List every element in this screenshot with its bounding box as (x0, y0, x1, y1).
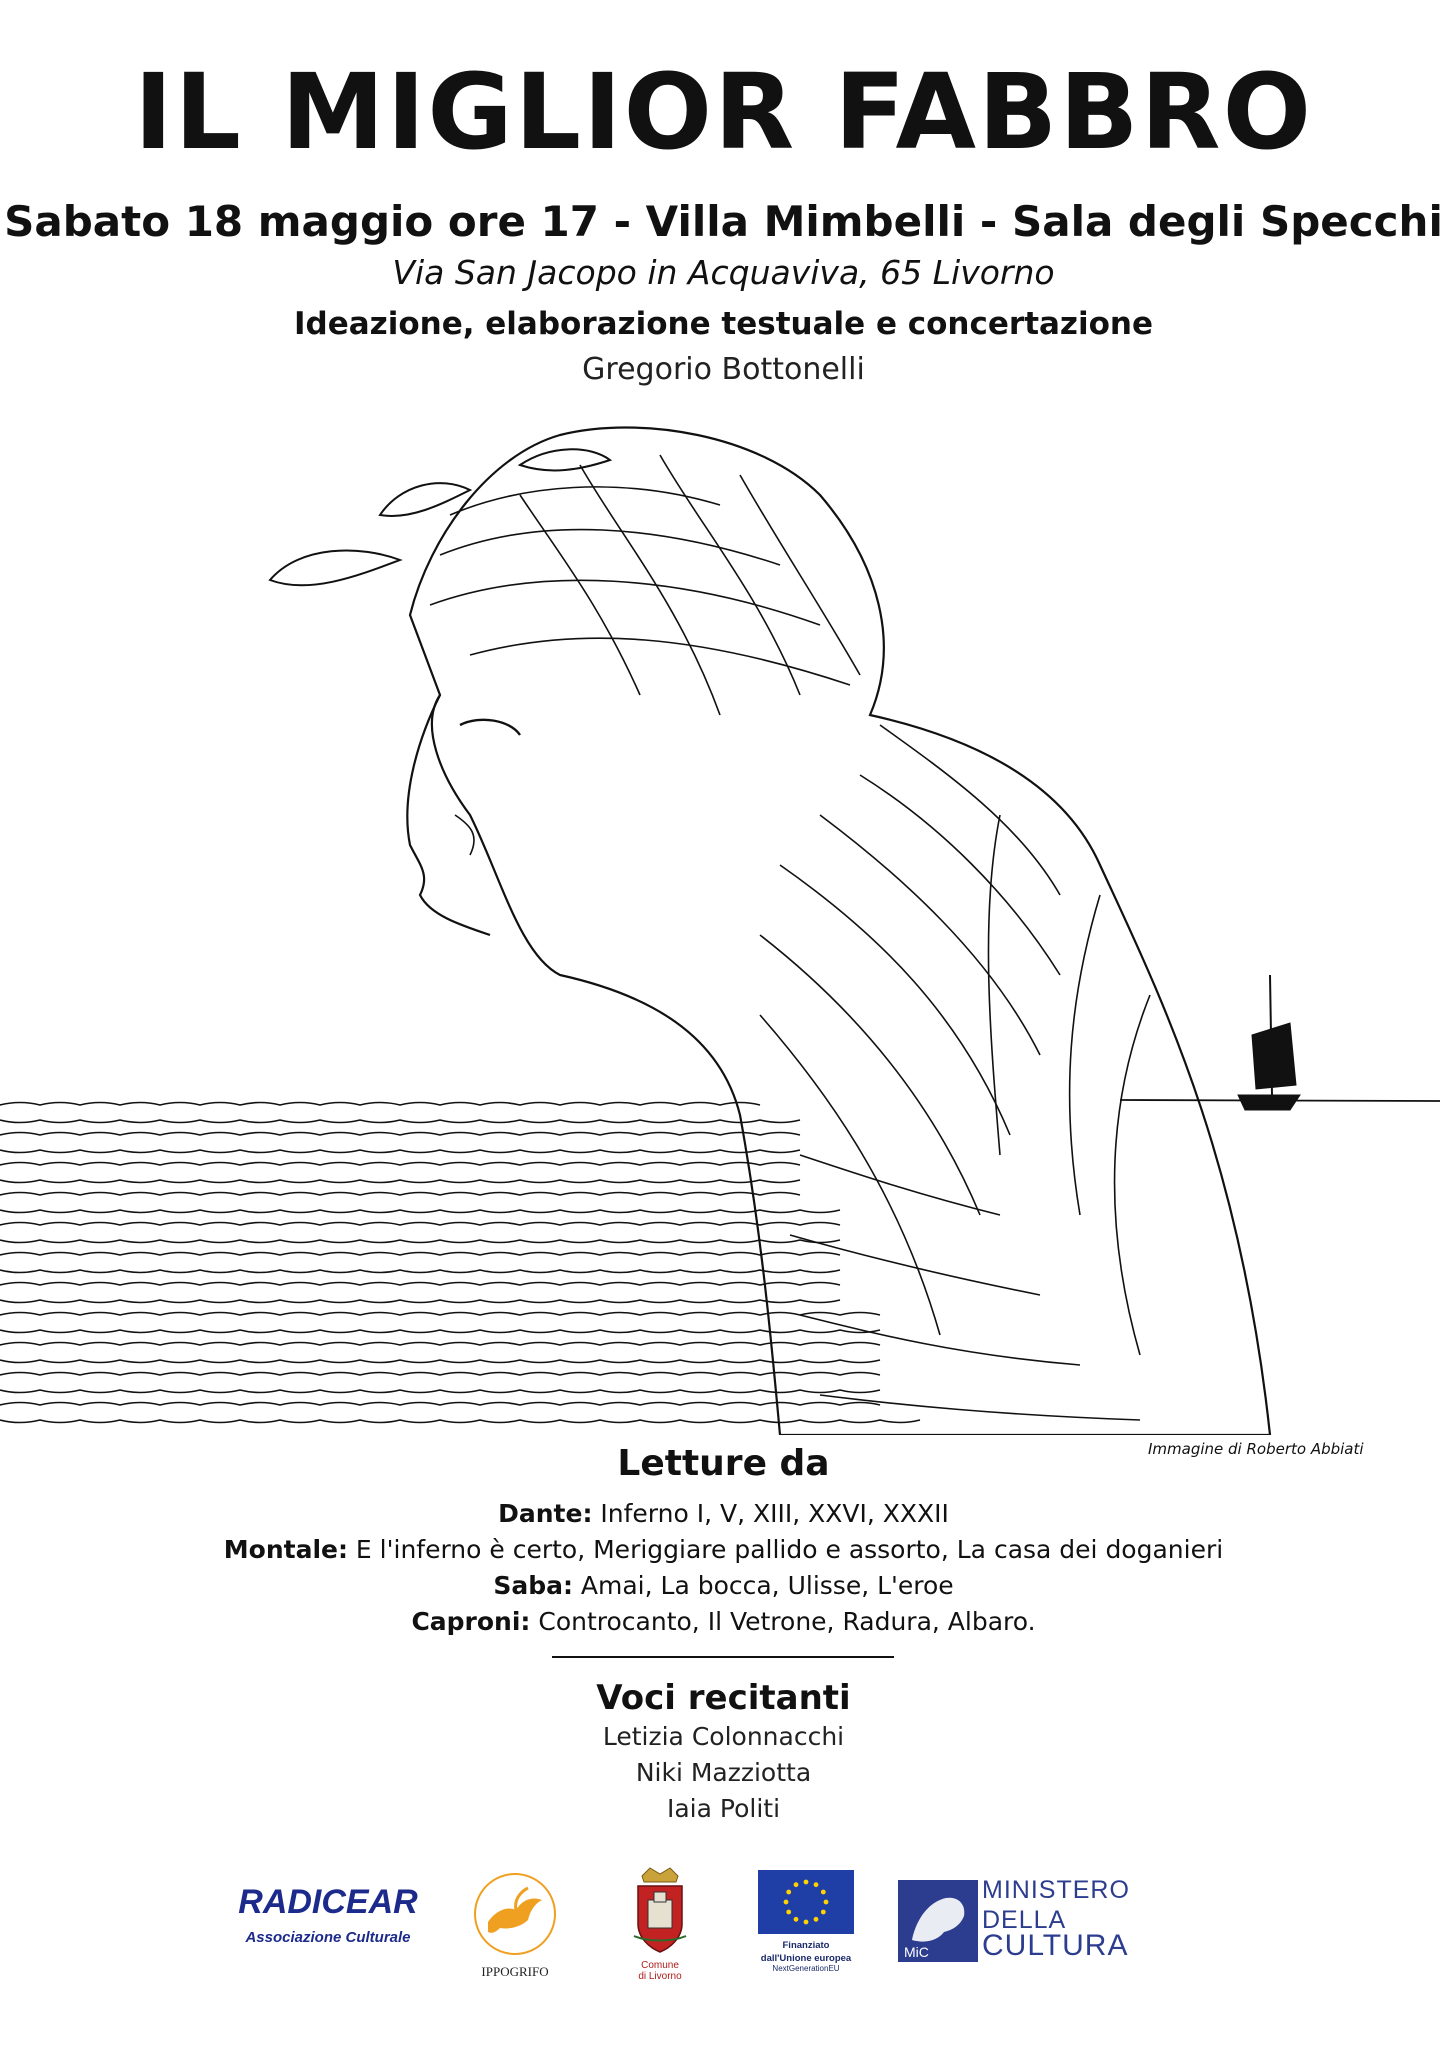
artwork-credit: Immagine di Roberto Abbiati (1148, 1440, 1364, 1458)
livorno-label-2: di Livorno (638, 1971, 682, 1982)
livorno-label-1: Comune (641, 1960, 679, 1971)
eu-star (804, 1920, 809, 1925)
eu-label-1: Finanziato (782, 1940, 830, 1951)
eu-star (814, 1882, 819, 1887)
comune-livorno-logo (620, 1866, 700, 1982)
voice-name: Niki Mazziotta (635, 1758, 812, 1787)
voice-name: Letizia Colonnacchi (602, 1722, 845, 1751)
eu-star (824, 1900, 829, 1905)
wave-line (0, 1283, 840, 1286)
mic-line-2: DELLA (982, 1906, 1067, 1934)
wave-line (0, 1373, 880, 1376)
mic-mark: MiC (904, 1944, 929, 1960)
voices-title: Voci recitanti (596, 1678, 851, 1718)
eu-star (794, 1917, 799, 1922)
eu-star (821, 1910, 826, 1915)
reading-line: Montale: E l'inferno è certo, Meriggiare pallido e assorto, La casa dei doganieri (223, 1535, 1224, 1564)
eu-label-3: NextGenerationEU (772, 1964, 840, 1973)
credit-name: Gregorio Bottonelli (582, 352, 865, 387)
poster-title: IL MIGLIOR FABBRO (133, 51, 1313, 173)
eu-star (814, 1917, 819, 1922)
wave-line (0, 1330, 880, 1333)
voice-name: Iaia Politi (666, 1794, 781, 1823)
wave-line (0, 1193, 800, 1196)
reading-line: Caproni: Controcanto, Il Vetrone, Radura, Albaro. (411, 1607, 1036, 1636)
wave-line (0, 1253, 840, 1256)
eu-star (794, 1882, 799, 1887)
eu-star (786, 1890, 791, 1895)
sea-waves (0, 1103, 920, 1423)
radicear-subtitle: Associazione Culturale (245, 1929, 411, 1946)
ippogrifo-logo (470, 1870, 560, 1980)
figure-outline (410, 428, 1270, 1436)
wave-line (0, 1300, 840, 1303)
eu-star (804, 1880, 809, 1885)
wave-line (0, 1270, 840, 1273)
livorno-crest-icon (630, 1866, 690, 1956)
wave-line (0, 1223, 840, 1226)
wave-line (0, 1180, 800, 1183)
wave-line (0, 1420, 920, 1423)
event-dateline: Sabato 18 maggio ore 17 - Villa Mimbelli - Sala degli Specchi (4, 197, 1443, 246)
wave-line (0, 1120, 800, 1123)
eu-flag-icon (758, 1870, 854, 1934)
credit-title: Ideazione, elaborazione testuale e concertazione (293, 306, 1153, 342)
radicear-logo (228, 1882, 428, 1962)
wave-line (0, 1390, 880, 1393)
wave-line (0, 1240, 840, 1243)
wave-line (0, 1163, 800, 1166)
wave-line (0, 1210, 840, 1213)
wave-line (0, 1360, 880, 1363)
ippogrifo-icon (470, 1870, 560, 1958)
eu-star (784, 1900, 789, 1905)
mic-emblem-icon (898, 1880, 978, 1962)
eu-label-2: dall'Unione europea (760, 1953, 852, 1964)
wave-line (0, 1103, 760, 1106)
reading-line: Saba: Amai, La bocca, Ulisse, L'eroe (493, 1571, 954, 1600)
section-divider (552, 1656, 894, 1658)
mic-line-3: CULTURA (982, 1929, 1129, 1962)
wave-line (0, 1133, 800, 1136)
ippogrifo-label: IPPOGRIFO (481, 1964, 549, 1979)
eu-star (821, 1890, 826, 1895)
readings-title: Letture da (617, 1443, 830, 1484)
event-address: Via San Jacopo in Acquaviva, 65 Livorno (392, 253, 1055, 292)
mic-line-1: MINISTERO (982, 1876, 1130, 1904)
ship (1238, 975, 1300, 1110)
ministero-cultura-logo (898, 1876, 1148, 1966)
radicear-name: RADICEAR (238, 1883, 418, 1921)
wave-line (0, 1403, 880, 1406)
eu-star (786, 1910, 791, 1915)
wave-line (0, 1150, 800, 1153)
wave-line (0, 1343, 880, 1346)
eu-funding-logo (756, 1870, 856, 1980)
wave-line (0, 1313, 880, 1316)
reading-line: Dante: Inferno I, V, XIII, XXVI, XXXII (498, 1499, 949, 1528)
dante-sea-illustration (0, 395, 1447, 1435)
